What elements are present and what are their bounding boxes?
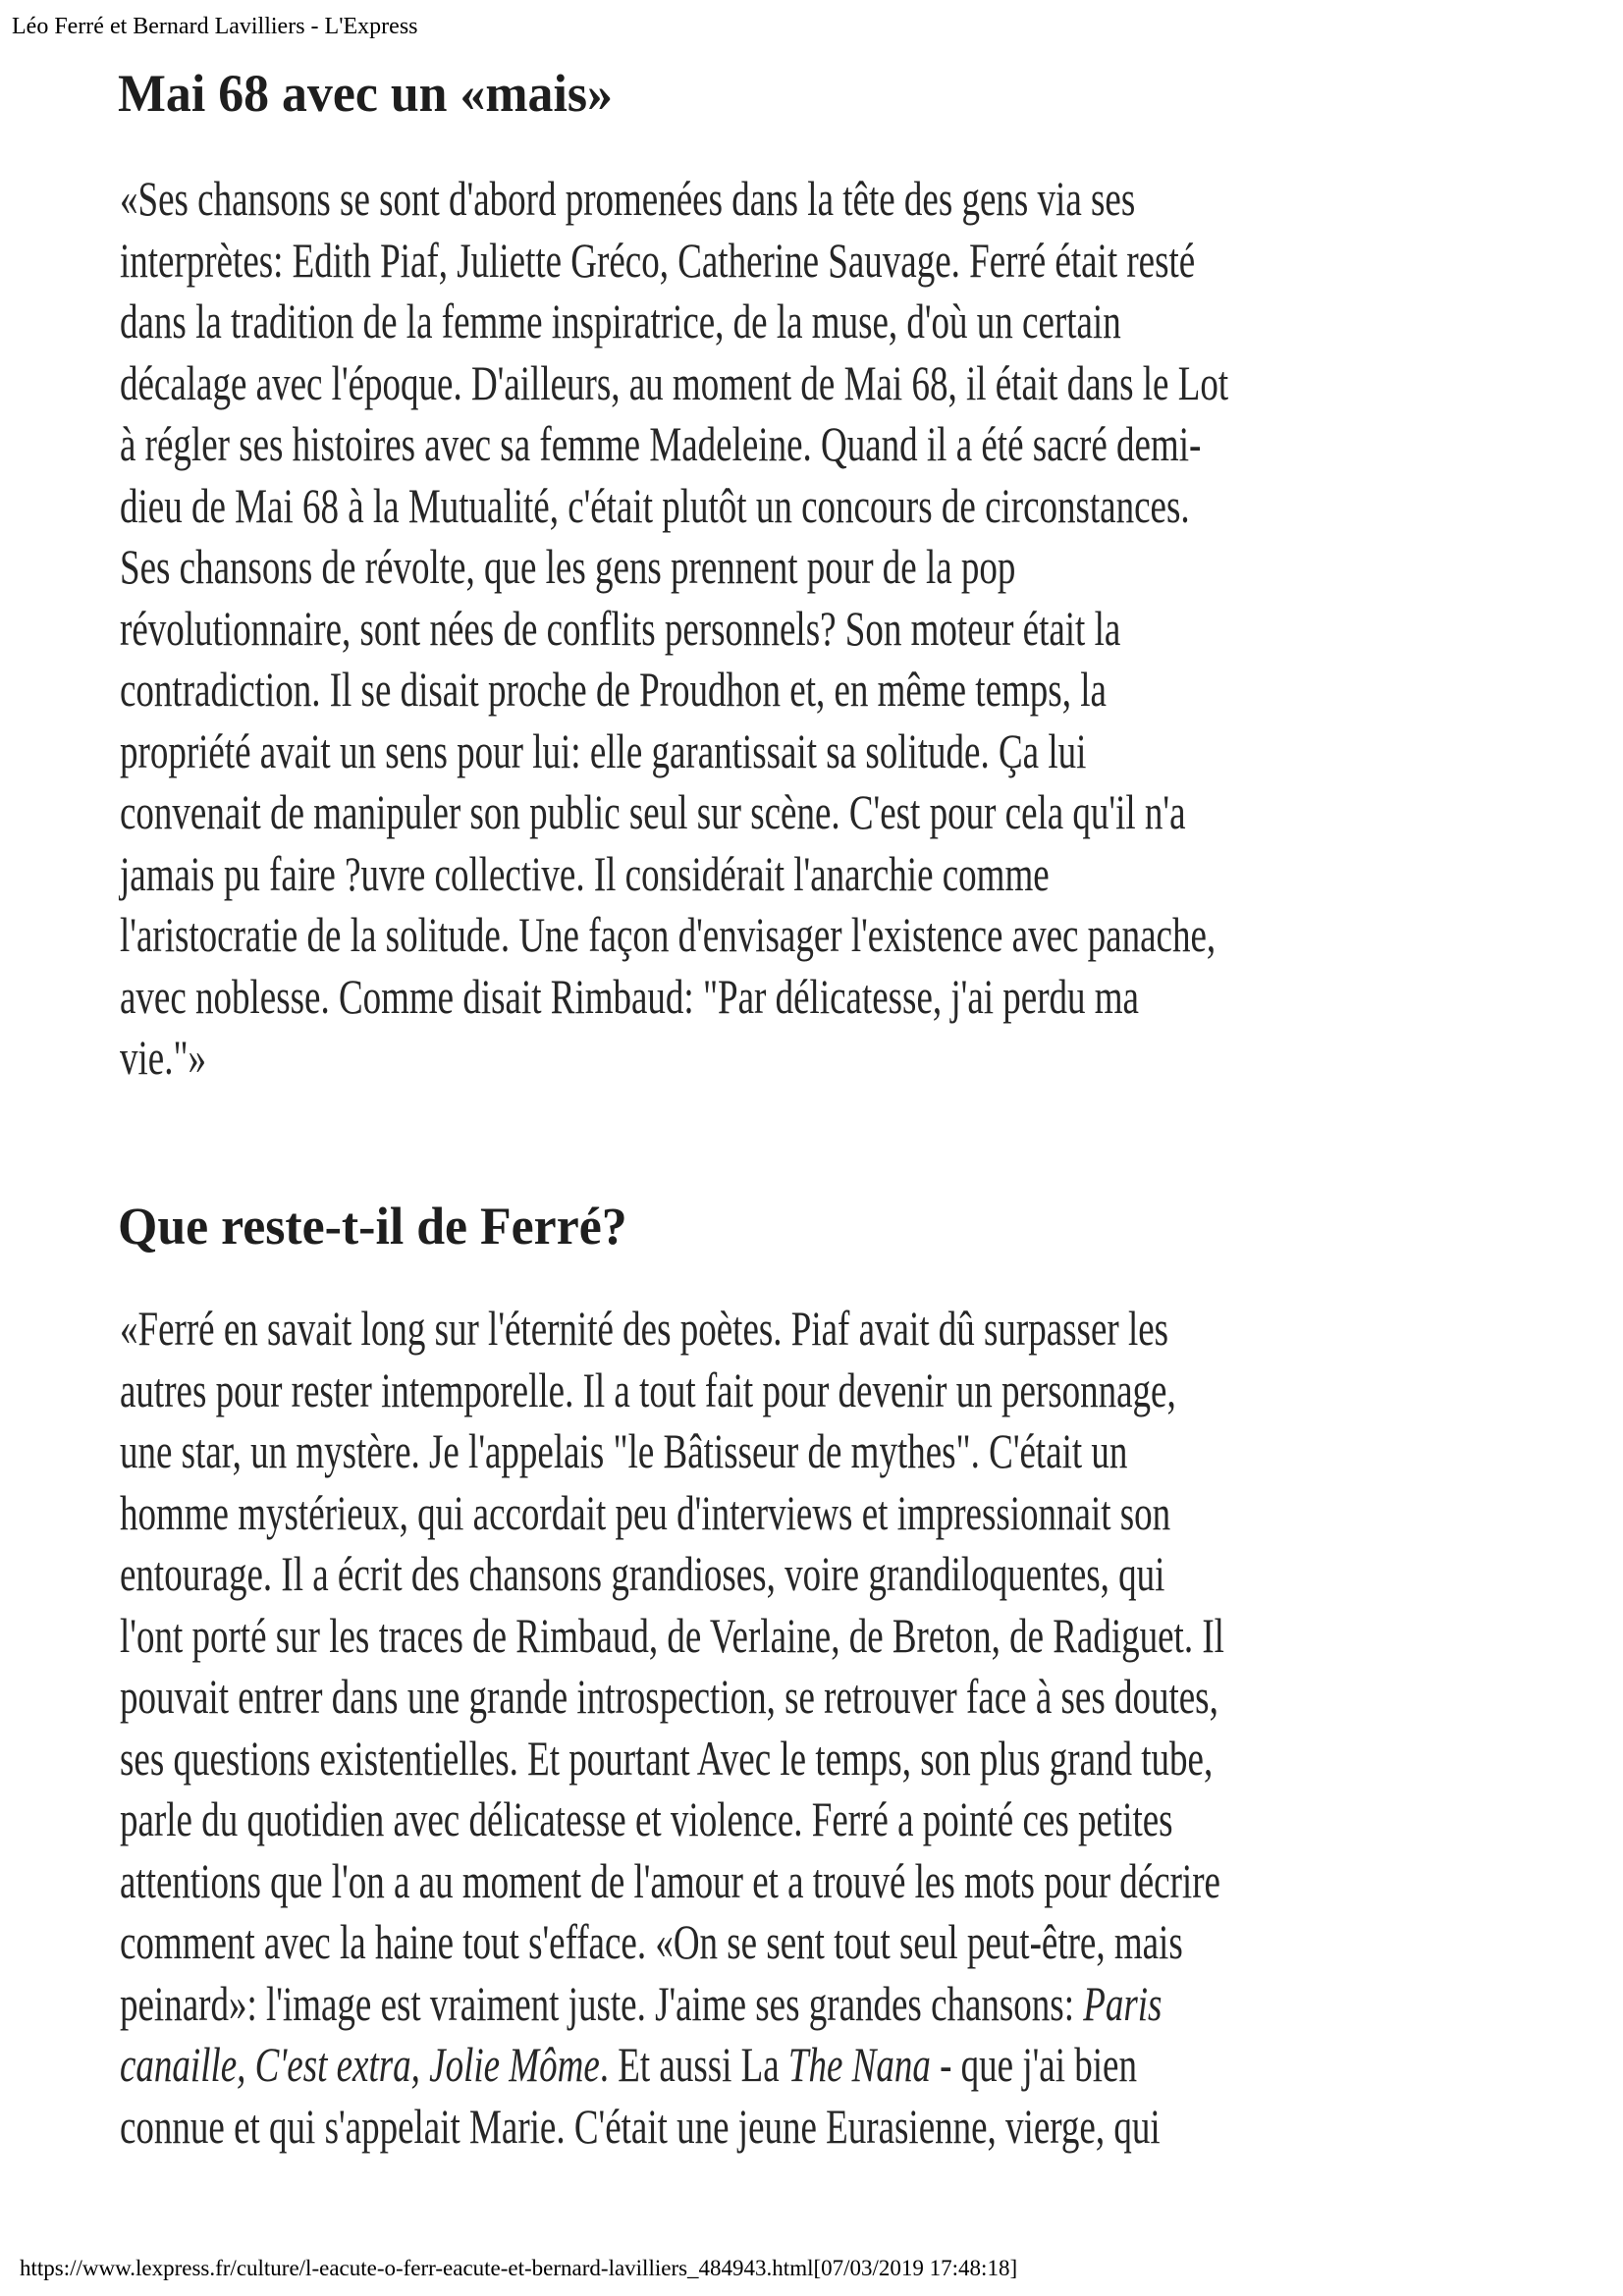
text-segment: jamais pu faire ?uvre collective. Il considérait l'anarchie comme — [120, 845, 1050, 901]
text-segment: ses questions existentielles. Et pourtant Avec le temps, son plus grand tube, — [120, 1730, 1214, 1786]
text-segment: «Ferré en savait long sur l'éternité des poètes. Piaf avait dû surpasser les — [120, 1301, 1169, 1356]
paragraph-mai-68 — [120, 168, 1228, 1089]
text-line — [120, 230, 1228, 292]
text-segment: comment avec la haine tout s'efface. «On se sent tout seul peut-être, mais — [120, 1914, 1183, 1969]
text-line — [120, 1543, 1224, 1605]
song-title-italic: The Nana — [787, 2037, 931, 2092]
text-segment: entourage. Il a écrit des chansons grandioses, voire grandiloquentes, qui — [120, 1546, 1165, 1601]
text-line — [120, 1420, 1224, 1482]
text-line — [120, 1973, 1224, 2035]
text-segment: . Et aussi La — [599, 2037, 788, 2092]
text-segment: l'ont porté sur les traces de Rimbaud, de Verlaine, de Breton, de Radiguet. Il — [120, 1607, 1224, 1663]
song-title-italic: Paris — [1083, 1975, 1163, 2031]
text-line — [120, 1666, 1224, 1728]
text-line — [120, 1911, 1224, 1973]
text-segment: une star, un mystère. Je l'appelais "le Bâtisseur de mythes". C'était un — [120, 1423, 1128, 1478]
print-header-title: Léo Ferré et Bernard Lavilliers - L'Express — [12, 14, 418, 39]
text-segment: autres pour rester intemporelle. Il a tout fait pour devenir un personnage, — [120, 1362, 1176, 1417]
text-line — [120, 598, 1228, 660]
text-segment: parle du quotidien avec délicatesse et violence. Ferré a pointé ces petites — [120, 1791, 1173, 1846]
section-heading-mai-68: Mai 68 avec un «mais» — [118, 64, 613, 123]
text-segment: propriété avait un sens pour lui: elle garantissait sa solitude. Ça lui — [120, 722, 1087, 778]
text-segment: décalage avec l'époque. D'ailleurs, au moment de Mai 68, il était dans le Lot — [120, 354, 1229, 410]
text-segment: vie."» — [120, 1030, 207, 1085]
text-segment: contradiction. Il se disait proche de Proudhon et, en même temps, la — [120, 662, 1107, 717]
text-line — [120, 291, 1228, 352]
text-line — [120, 168, 1228, 230]
text-segment: avec noblesse. Comme disait Rimbaud: "Par délicatesse, j'ai perdu ma — [120, 968, 1139, 1024]
text-line — [120, 1027, 1228, 1089]
song-title-italic: canaille, C'est extra, Jolie Môme — [120, 2037, 600, 2092]
text-line — [120, 2034, 1224, 2096]
text-line — [120, 475, 1228, 537]
text-line — [120, 352, 1228, 414]
text-segment: interprètes: Edith Piaf, Juliette Gréco, Catherine Sauvage. Ferré était resté — [120, 232, 1196, 288]
paragraph-que-reste-t-il — [120, 1298, 1224, 2157]
text-line — [120, 1298, 1224, 1360]
text-segment: révolutionnaire, sont nées de conflits personnels? Son moteur était la — [120, 600, 1121, 656]
text-line — [120, 904, 1228, 966]
text-line — [120, 536, 1228, 598]
text-segment: «Ses chansons se sont d'abord promenées dans la tête des gens via ses — [120, 171, 1136, 226]
text-segment: dans la tradition de la femme inspiratrice, de la muse, d'où un certain — [120, 294, 1121, 348]
text-segment: convenait de manipuler son public seul sur scène. C'est pour cela qu'il n'a — [120, 784, 1186, 839]
text-line — [120, 413, 1228, 475]
text-line — [120, 1728, 1224, 1789]
text-line — [120, 659, 1228, 721]
text-line — [120, 1605, 1224, 1667]
text-segment: à régler ses histoires avec sa femme Madeleine. Quand il a été sacré demi- — [120, 416, 1202, 471]
text-segment: - que j'ai bien — [930, 2037, 1137, 2092]
text-segment: peinard»: l'image est vraiment juste. J'aime ses grandes chansons: — [120, 1975, 1084, 2031]
section-heading-que-reste-t-il: Que reste-t-il de Ferré? — [118, 1197, 627, 1255]
text-line — [120, 966, 1228, 1028]
text-segment: connue et qui s'appelait Marie. C'était une jeune Eurasienne, vierge, qui — [120, 2098, 1161, 2154]
text-segment: Ses chansons de révolte, que les gens prennent pour de la pop — [120, 539, 1016, 594]
text-line — [120, 1482, 1224, 1544]
print-footer-url: https://www.lexpress.fr/culture/l-eacute-o-ferr-eacute-et-bernard-lavilliers_484943.html[07/03/2019 17:48:18] — [20, 2256, 1018, 2280]
text-segment: pouvait entrer dans une grande introspection, se retrouver face à ses doutes, — [120, 1669, 1218, 1724]
text-line — [120, 781, 1228, 843]
text-segment: l'aristocratie de la solitude. Une façon d'envisager l'existence avec panache, — [120, 907, 1217, 962]
text-segment: homme mystérieux, qui accordait peu d'interviews et impressionnait son — [120, 1484, 1171, 1540]
text-segment: attentions que l'on a au moment de l'amour et a trouvé les mots pour décrire — [120, 1852, 1220, 1908]
text-line — [120, 721, 1228, 782]
text-line — [120, 843, 1228, 905]
text-line — [120, 1850, 1224, 1912]
text-line — [120, 2096, 1224, 2158]
text-line — [120, 1789, 1224, 1850]
text-segment: dieu de Mai 68 à la Mutualité, c'était plutôt un concours de circonstances. — [120, 477, 1190, 533]
text-line — [120, 1360, 1224, 1421]
